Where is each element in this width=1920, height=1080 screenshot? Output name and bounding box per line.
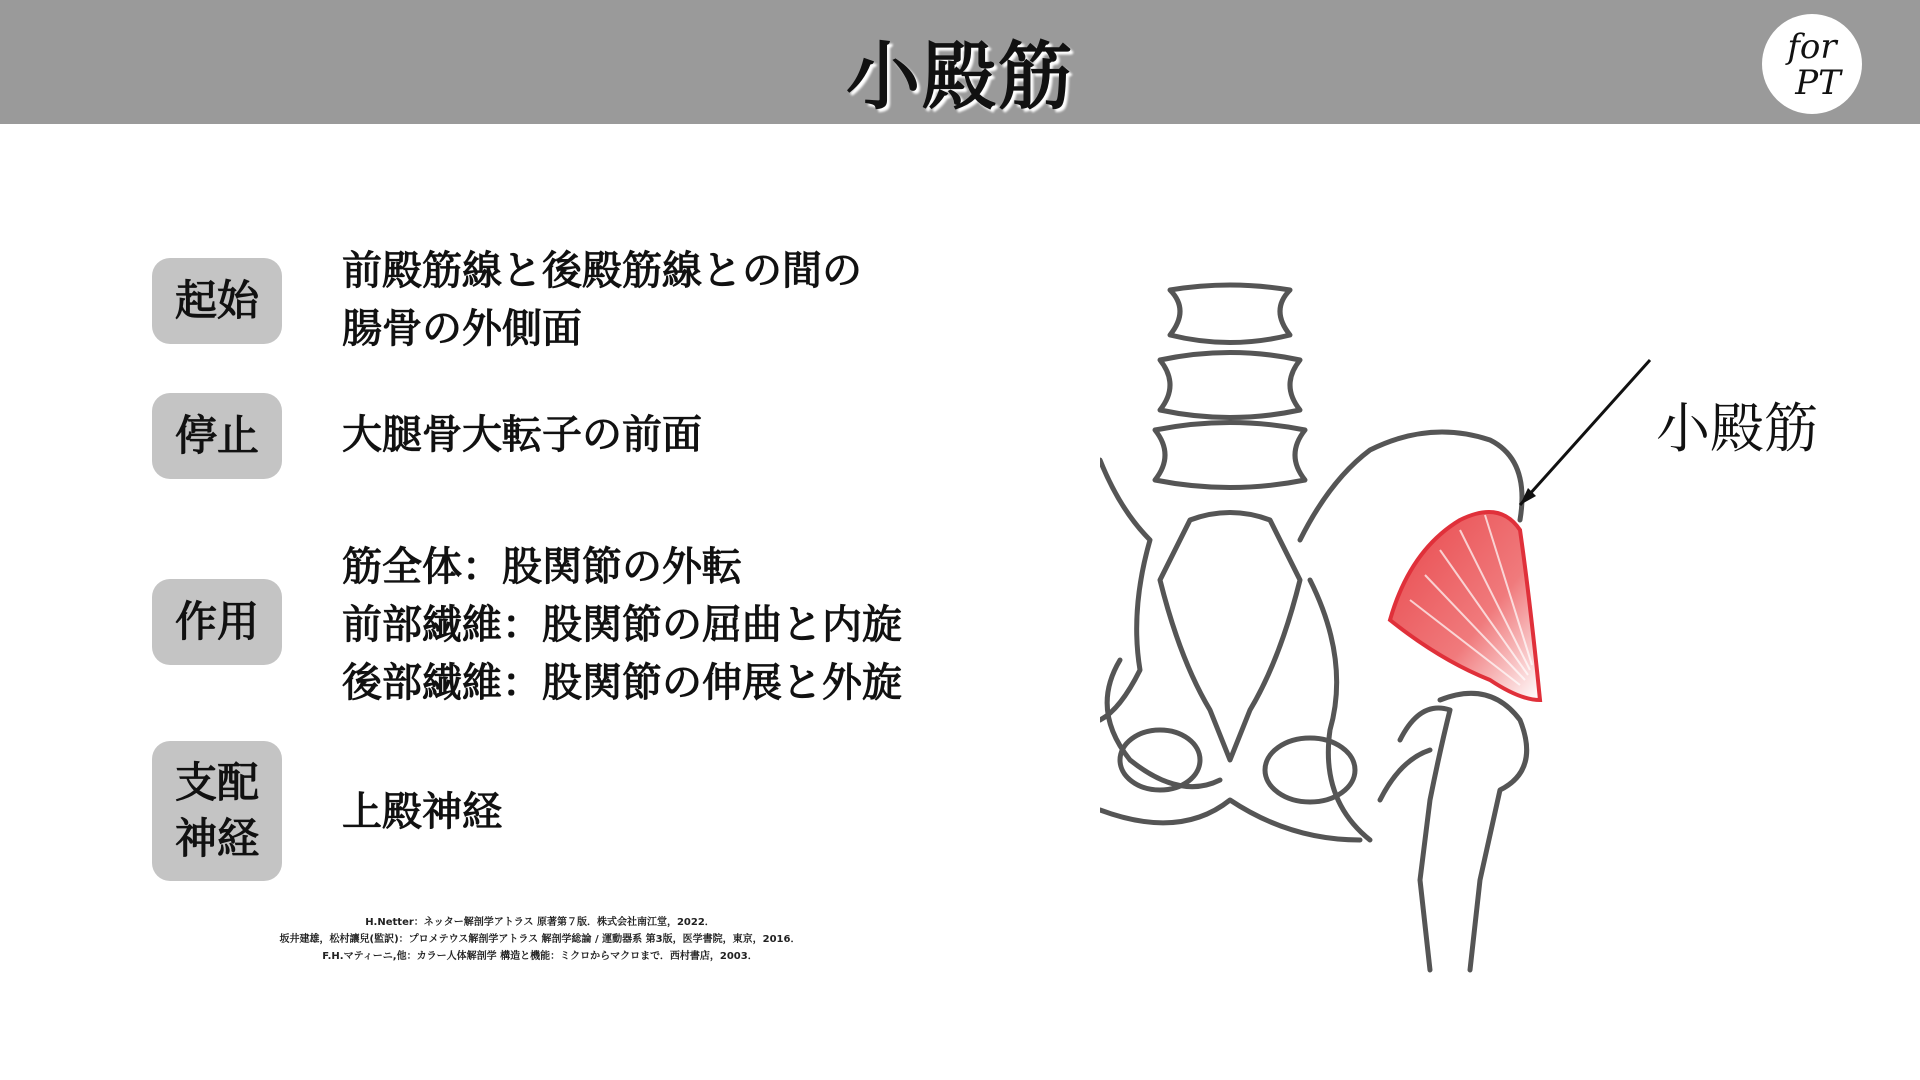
origin-line-1: 前殿筋線と後殿筋線との間の bbox=[342, 248, 862, 294]
callout-label: 小殿筋 bbox=[1656, 397, 1818, 460]
innervation-label-line-2: 神経 bbox=[174, 814, 259, 863]
forpt-logo bbox=[1762, 14, 1862, 114]
pubic-arch bbox=[1100, 800, 1360, 840]
origin-text bbox=[342, 242, 862, 358]
logo-text-top: for bbox=[1787, 27, 1837, 67]
reference-1: H.Netter：ネッター解剖学アトラス 原著第７版．株式会社南江堂，2022． bbox=[365, 917, 715, 928]
sacrum bbox=[1160, 513, 1300, 761]
vertebra-3 bbox=[1155, 423, 1305, 488]
header-bar bbox=[0, 0, 1920, 124]
insertion-line-1: 大腿骨大転子の前面 bbox=[342, 412, 702, 458]
action-text bbox=[342, 538, 902, 712]
insertion-label: 停止 bbox=[152, 393, 282, 479]
femur-medial bbox=[1400, 708, 1450, 970]
femur-neck bbox=[1380, 750, 1430, 800]
vertebra-2 bbox=[1160, 353, 1300, 418]
innervation-line-1: 上殿神経 bbox=[342, 789, 502, 835]
logo-icon bbox=[1762, 14, 1862, 114]
femur-lateral bbox=[1440, 693, 1527, 970]
innervation-label-line-1: 支配 bbox=[174, 758, 259, 807]
vertebra-1 bbox=[1170, 285, 1290, 343]
references bbox=[200, 914, 880, 965]
action-label: 作用 bbox=[152, 579, 282, 665]
origin-line-2: 腸骨の外側面 bbox=[342, 306, 582, 352]
right-foramen bbox=[1265, 738, 1355, 802]
action-line-1: 筋全体：股関節の外転 bbox=[342, 544, 742, 590]
origin-label: 起始 bbox=[152, 258, 282, 344]
insertion-text bbox=[342, 406, 702, 464]
page-title: 小殿筋 bbox=[846, 34, 1074, 120]
left-ilium bbox=[1100, 460, 1150, 720]
innervation-label bbox=[152, 741, 282, 881]
pelvis-illustration bbox=[1100, 280, 1820, 980]
logo-text-bottom: PT bbox=[1795, 63, 1841, 103]
reference-3: F.H.マティーニ,他：カラー人体解剖学 構造と機能：ミクロからマクロまで．西村書店，2003． bbox=[322, 951, 758, 962]
reference-2: 坂井建雄，松村讓兒(監訳)：プロメテウス解剖学アトラス 解剖学総論 / 運動器系 第3版，医学書院，東京，2016． bbox=[279, 934, 801, 945]
left-obturator bbox=[1107, 660, 1220, 787]
action-line-2: 前部繊維：股関節の屈曲と内旋 bbox=[342, 602, 902, 648]
innervation-text bbox=[342, 783, 502, 841]
action-line-3: 後部繊維：股関節の伸展と外旋 bbox=[342, 660, 902, 706]
callout-line bbox=[1520, 360, 1650, 505]
